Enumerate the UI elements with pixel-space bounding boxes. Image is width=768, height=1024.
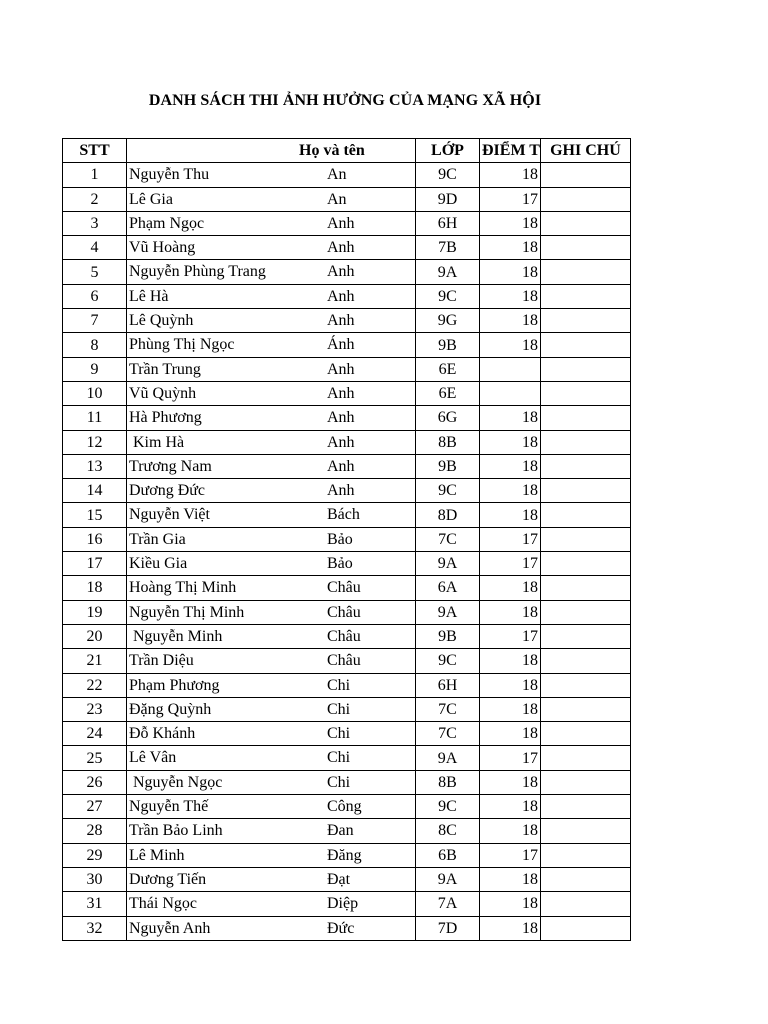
row-stt: 4 <box>63 236 127 260</box>
row-surname: Lê Minh <box>129 846 185 864</box>
row-name <box>127 381 416 405</box>
table-row <box>63 479 631 503</box>
row-points: 18 <box>480 795 541 819</box>
row-name <box>127 795 416 819</box>
row-points: 18 <box>480 697 541 721</box>
table-row <box>63 843 631 867</box>
row-surname: Lê Gia <box>129 190 173 208</box>
row-points: 18 <box>480 309 541 333</box>
row-name <box>127 746 416 770</box>
row-points: 18 <box>480 722 541 746</box>
row-note <box>540 430 630 454</box>
row-note <box>540 746 630 770</box>
table-row <box>63 795 631 819</box>
row-note <box>540 163 630 187</box>
row-class: 6E <box>416 357 480 381</box>
row-name <box>127 576 416 600</box>
table-row <box>63 600 631 624</box>
row-name <box>127 527 416 551</box>
row-stt: 3 <box>63 211 127 235</box>
row-name <box>127 309 416 333</box>
row-given-name: An <box>327 190 347 208</box>
row-name <box>127 430 416 454</box>
table-row <box>63 916 631 940</box>
row-class: 9B <box>416 333 480 357</box>
row-surname: Lê Vân <box>129 749 177 767</box>
table-row <box>63 576 631 600</box>
document-title: DANH SÁCH THI ẢNH HƯỞNG CỦA MẠNG XÃ HỘI <box>148 92 542 109</box>
table-row <box>63 722 631 746</box>
row-stt: 22 <box>63 673 127 697</box>
table-row <box>63 187 631 211</box>
row-class: 6H <box>416 673 480 697</box>
row-name <box>127 673 416 697</box>
row-given-name: Đạt <box>327 870 351 888</box>
row-name <box>127 333 416 357</box>
row-class: 9B <box>416 624 480 648</box>
row-stt: 16 <box>63 527 127 551</box>
row-surname: Đỗ Khánh <box>129 725 196 743</box>
row-given-name: Anh <box>327 457 355 475</box>
table-row <box>63 333 631 357</box>
row-given-name: Anh <box>327 214 355 232</box>
row-surname: Vũ Quỳnh <box>129 384 197 402</box>
row-points: 18 <box>480 406 541 430</box>
row-surname: Nguyễn Phùng Trang <box>129 263 266 281</box>
row-points: 18 <box>480 673 541 697</box>
row-points: 18 <box>480 284 541 308</box>
row-points: 18 <box>480 867 541 891</box>
table-row <box>63 163 631 187</box>
row-class: 9D <box>416 187 480 211</box>
row-points: 18 <box>480 430 541 454</box>
row-stt: 9 <box>63 357 127 381</box>
table-row <box>63 284 631 308</box>
row-given-name: Bách <box>327 506 360 524</box>
row-class: 9A <box>416 552 480 576</box>
row-name <box>127 357 416 381</box>
row-class: 9C <box>416 795 480 819</box>
row-note <box>540 260 630 284</box>
row-given-name: Anh <box>327 482 355 500</box>
table-row <box>63 406 631 430</box>
row-note <box>540 454 630 478</box>
row-surname: Nguyễn Ngọc <box>129 773 223 791</box>
row-class: 6A <box>416 576 480 600</box>
row-note <box>540 867 630 891</box>
table-row <box>63 503 631 527</box>
row-class: 6B <box>416 843 480 867</box>
row-class: 9C <box>416 479 480 503</box>
row-name <box>127 916 416 940</box>
row-given-name: Anh <box>327 360 355 378</box>
row-name <box>127 552 416 576</box>
row-name <box>127 892 416 916</box>
row-points <box>480 381 541 405</box>
row-name <box>127 867 416 891</box>
row-class: 9B <box>416 454 480 478</box>
row-stt: 11 <box>63 406 127 430</box>
row-given-name: Châu <box>327 579 361 597</box>
row-points: 18 <box>480 819 541 843</box>
row-note <box>540 333 630 357</box>
table-row <box>63 430 631 454</box>
row-name <box>127 770 416 794</box>
row-points: 18 <box>480 503 541 527</box>
row-given-name: Anh <box>327 312 355 330</box>
header-stt: STT <box>63 139 127 163</box>
row-stt: 25 <box>63 746 127 770</box>
row-stt: 18 <box>63 576 127 600</box>
row-note <box>540 916 630 940</box>
row-stt: 12 <box>63 430 127 454</box>
row-note <box>540 770 630 794</box>
row-points: 18 <box>480 236 541 260</box>
row-points: 18 <box>480 649 541 673</box>
row-given-name: Đan <box>327 822 354 840</box>
table-row <box>63 746 631 770</box>
row-points: 18 <box>480 333 541 357</box>
row-surname: Nguyễn Minh <box>129 627 223 645</box>
row-given-name: An <box>327 166 347 184</box>
row-stt: 6 <box>63 284 127 308</box>
row-surname: Hà Phương <box>129 409 202 427</box>
table-row <box>63 454 631 478</box>
row-name <box>127 406 416 430</box>
row-given-name: Chi <box>327 749 351 767</box>
row-given-name: Đăng <box>327 846 362 864</box>
row-class: 9A <box>416 746 480 770</box>
row-given-name: Chi <box>327 676 351 694</box>
table-row <box>63 211 631 235</box>
row-note <box>540 357 630 381</box>
row-class: 6H <box>416 211 480 235</box>
row-note <box>540 673 630 697</box>
row-class: 9A <box>416 600 480 624</box>
row-note <box>540 381 630 405</box>
row-class: 9G <box>416 309 480 333</box>
row-points: 18 <box>480 211 541 235</box>
row-name <box>127 454 416 478</box>
row-given-name: Ánh <box>327 336 355 354</box>
row-surname: Nguyễn Anh <box>129 919 211 937</box>
row-surname: Lê Hà <box>129 287 169 305</box>
row-given-name: Chi <box>327 700 351 718</box>
row-points: 17 <box>480 187 541 211</box>
row-surname: Nguyễn Thị Minh <box>129 603 245 621</box>
row-points: 18 <box>480 479 541 503</box>
row-note <box>540 576 630 600</box>
row-note <box>540 795 630 819</box>
row-name <box>127 843 416 867</box>
row-note <box>540 309 630 333</box>
row-given-name: Chi <box>327 773 351 791</box>
row-surname: Thái Ngọc <box>129 895 197 913</box>
row-note <box>540 649 630 673</box>
row-class: 9A <box>416 867 480 891</box>
row-class: 7D <box>416 916 480 940</box>
row-note <box>540 892 630 916</box>
row-stt: 29 <box>63 843 127 867</box>
table-row <box>63 649 631 673</box>
row-given-name: Chi <box>327 725 351 743</box>
row-surname: Trần Diệu <box>129 652 194 670</box>
row-stt: 13 <box>63 454 127 478</box>
row-points: 18 <box>480 163 541 187</box>
row-name <box>127 722 416 746</box>
row-note <box>540 552 630 576</box>
header-note: GHI CHÚ <box>540 139 630 163</box>
row-name <box>127 284 416 308</box>
table-row <box>63 892 631 916</box>
row-surname: Trần Bảo Linh <box>129 822 223 840</box>
row-given-name: Anh <box>327 263 355 281</box>
row-given-name: Bảo <box>327 555 353 573</box>
row-class: 7B <box>416 236 480 260</box>
row-class: 7C <box>416 697 480 721</box>
student-table <box>62 138 631 941</box>
table-row <box>63 697 631 721</box>
header-name: Họ và tên <box>127 139 416 163</box>
row-given-name: Diệp <box>327 895 359 913</box>
row-stt: 23 <box>63 697 127 721</box>
row-note <box>540 406 630 430</box>
row-stt: 24 <box>63 722 127 746</box>
row-name <box>127 624 416 648</box>
table-row <box>63 357 631 381</box>
row-note <box>540 211 630 235</box>
row-stt: 1 <box>63 163 127 187</box>
row-note <box>540 236 630 260</box>
row-note <box>540 479 630 503</box>
row-points: 17 <box>480 527 541 551</box>
row-name <box>127 503 416 527</box>
row-given-name: Châu <box>327 627 361 645</box>
row-points: 17 <box>480 624 541 648</box>
row-note <box>540 284 630 308</box>
row-stt: 31 <box>63 892 127 916</box>
header-points: ĐIỂM T <box>480 139 541 163</box>
header-class: LỚP <box>416 139 480 163</box>
row-points: 17 <box>480 746 541 770</box>
table-row <box>63 552 631 576</box>
row-given-name: Anh <box>327 409 355 427</box>
row-stt: 5 <box>63 260 127 284</box>
row-class: 9A <box>416 260 480 284</box>
row-stt: 26 <box>63 770 127 794</box>
row-stt: 2 <box>63 187 127 211</box>
table-row <box>63 381 631 405</box>
row-points <box>480 357 541 381</box>
row-class: 9C <box>416 649 480 673</box>
row-name <box>127 163 416 187</box>
row-points: 18 <box>480 892 541 916</box>
header-row <box>63 139 631 163</box>
row-surname: Phạm Ngọc <box>129 214 205 232</box>
row-given-name: Châu <box>327 603 361 621</box>
row-points: 18 <box>480 576 541 600</box>
row-given-name: Anh <box>327 433 355 451</box>
row-points: 17 <box>480 843 541 867</box>
row-points: 18 <box>480 260 541 284</box>
row-stt: 10 <box>63 381 127 405</box>
row-name <box>127 187 416 211</box>
table-row <box>63 624 631 648</box>
row-class: 8C <box>416 819 480 843</box>
row-given-name: Anh <box>327 384 355 402</box>
row-note <box>540 722 630 746</box>
row-note <box>540 187 630 211</box>
row-given-name: Anh <box>327 239 355 257</box>
row-points: 18 <box>480 600 541 624</box>
row-stt: 17 <box>63 552 127 576</box>
row-surname: Kiều Gia <box>129 555 188 573</box>
row-surname: Kim Hà <box>129 433 185 451</box>
row-class: 7C <box>416 527 480 551</box>
row-class: 8B <box>416 770 480 794</box>
row-note <box>540 600 630 624</box>
row-class: 7C <box>416 722 480 746</box>
row-points: 18 <box>480 916 541 940</box>
row-class: 6G <box>416 406 480 430</box>
table-row <box>63 260 631 284</box>
row-stt: 27 <box>63 795 127 819</box>
row-surname: Phạm Phương <box>129 676 220 694</box>
table-row <box>63 673 631 697</box>
row-surname: Trương Nam <box>129 457 212 475</box>
row-stt: 20 <box>63 624 127 648</box>
row-surname: Nguyễn Thu <box>129 166 210 184</box>
row-surname: Vũ Hoàng <box>129 239 196 257</box>
table-row <box>63 819 631 843</box>
row-class: 6E <box>416 381 480 405</box>
row-class: 9C <box>416 163 480 187</box>
row-surname: Đặng Quỳnh <box>129 700 212 718</box>
row-name <box>127 697 416 721</box>
row-surname: Trần Trung <box>129 360 201 378</box>
row-name <box>127 649 416 673</box>
row-name <box>127 600 416 624</box>
row-given-name: Đức <box>327 919 355 937</box>
row-name <box>127 819 416 843</box>
row-stt: 7 <box>63 309 127 333</box>
row-note <box>540 697 630 721</box>
row-points: 17 <box>480 552 541 576</box>
row-stt: 15 <box>63 503 127 527</box>
row-note <box>540 503 630 527</box>
row-name <box>127 211 416 235</box>
table-row <box>63 867 631 891</box>
row-stt: 8 <box>63 333 127 357</box>
row-points: 18 <box>480 454 541 478</box>
row-given-name: Anh <box>327 287 355 305</box>
row-name <box>127 260 416 284</box>
row-class: 9C <box>416 284 480 308</box>
row-class: 7A <box>416 892 480 916</box>
row-given-name: Công <box>327 798 362 816</box>
row-surname: Nguyễn Việt <box>129 506 210 524</box>
row-stt: 14 <box>63 479 127 503</box>
row-note <box>540 843 630 867</box>
row-surname: Lê Quỳnh <box>129 312 194 330</box>
row-note <box>540 819 630 843</box>
row-class: 8D <box>416 503 480 527</box>
row-stt: 28 <box>63 819 127 843</box>
row-given-name: Châu <box>327 652 361 670</box>
row-surname: Nguyễn Thế <box>129 798 209 816</box>
row-name <box>127 236 416 260</box>
row-note <box>540 624 630 648</box>
row-class: 8B <box>416 430 480 454</box>
table-row <box>63 770 631 794</box>
row-name <box>127 479 416 503</box>
table-row <box>63 309 631 333</box>
table-row <box>63 527 631 551</box>
row-given-name: Bảo <box>327 530 353 548</box>
row-points: 18 <box>480 770 541 794</box>
row-surname: Hoàng Thị Minh <box>129 579 237 597</box>
row-surname: Dương Đức <box>129 482 206 500</box>
table-row <box>63 236 631 260</box>
row-surname: Phùng Thị Ngọc <box>129 336 235 354</box>
row-stt: 32 <box>63 916 127 940</box>
row-surname: Dương Tiến <box>129 870 207 888</box>
row-stt: 21 <box>63 649 127 673</box>
row-stt: 19 <box>63 600 127 624</box>
row-note <box>540 527 630 551</box>
row-stt: 30 <box>63 867 127 891</box>
row-surname: Trần Gia <box>129 530 186 548</box>
